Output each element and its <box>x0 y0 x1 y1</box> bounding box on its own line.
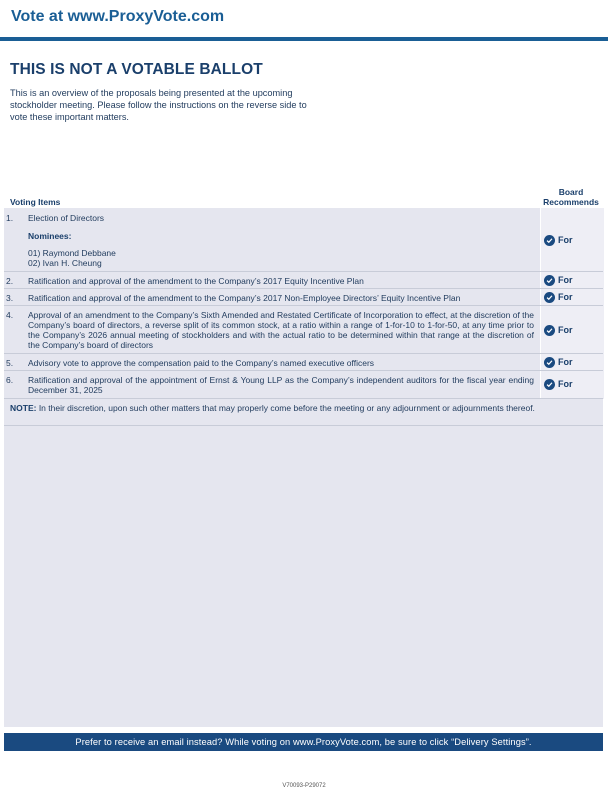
recommendation-label: For <box>558 357 573 367</box>
item-text: Ratification and approval of the amendment to the Company’s 2017 Equity Incentive Plan <box>28 276 364 286</box>
header-divider <box>0 37 608 41</box>
nominee-1: 01) Raymond Debbane <box>28 248 116 258</box>
item-number: 4. <box>6 310 14 320</box>
board-header-line1: Board <box>558 187 584 197</box>
recommendation-4 <box>540 324 599 336</box>
document-code: V70093-P29072 <box>282 783 326 789</box>
note-text: In their discretion, upon such other matters that may properly come before the meeting or any adjournment or adjournments thereof. <box>36 403 535 413</box>
proxyvote-header: Vote at www.ProxyVote.com <box>11 8 225 25</box>
item-text: Ratification and approval of the appointment of Ernst & Young LLP as the Company’s independent auditors for the fiscal year ending December 31, 2025 <box>28 375 534 395</box>
check-circle-icon <box>544 325 555 336</box>
recommendation-label: For <box>558 275 573 285</box>
recommendation-label: For <box>558 235 573 245</box>
item-number: 3. <box>6 293 14 303</box>
recommendation-5 <box>540 356 599 368</box>
item-text: Election of Directors <box>28 213 105 223</box>
recommendation-3 <box>540 291 599 303</box>
check-circle-icon <box>544 292 555 303</box>
note-label: NOTE: <box>10 403 37 413</box>
board-header-line2: Recommends <box>543 197 599 207</box>
check-circle-icon <box>544 379 555 390</box>
item-text: Approval of an amendment to the Company’s Sixth Amended and Restated Certificate of Incorporation to effect, at the discretion of the Company’s board of directors, a reverse split of its common stock, at a ratio within a range of 1-for-10 to 1-for-50, at any time prior to the Company’s 2026 annual meeting of stockholders and with the actual ratio to be determined within that range at the discretion of the Company’s board of directors <box>28 310 534 350</box>
delivery-settings-banner: Prefer to receive an email instead? While voting on www.ProxyVote.com, be sure to click “Delivery Settings”. <box>4 733 603 751</box>
check-circle-icon <box>544 275 555 286</box>
nominee-2: 02) Ivan H. Cheung <box>28 258 102 268</box>
recommendation-label: For <box>558 292 573 302</box>
recommendation-6 <box>540 378 599 390</box>
ballot-title: THIS IS NOT A VOTABLE BALLOT <box>10 61 263 78</box>
item-number: 1. <box>6 213 14 223</box>
note <box>10 403 538 413</box>
check-circle-icon <box>544 357 555 368</box>
recommendation-label: For <box>558 379 573 389</box>
recommendation-2 <box>540 274 599 286</box>
item-number: 5. <box>6 358 14 368</box>
recommendation-1 <box>540 234 599 246</box>
nominees-label: Nominees: <box>28 231 72 241</box>
recommendation-label: For <box>558 325 573 335</box>
item-text: Advisory vote to approve the compensation paid to the Company’s named executive officers <box>28 358 375 368</box>
check-circle-icon <box>544 235 555 246</box>
item-text: Ratification and approval of the amendment to the Company’s 2017 Non-Employee Directors’ Equity Incentive Plan <box>28 293 461 303</box>
item-number: 6. <box>6 375 14 385</box>
board-recommends-header <box>540 187 602 207</box>
item-number: 2. <box>6 276 14 286</box>
voting-items-header: Voting Items <box>10 197 61 207</box>
ballot-intro: This is an overview of the proposals being presented at the upcoming stockholder meeting. Please follow the instructions on the reverse side to vote these important matters. <box>10 88 307 122</box>
